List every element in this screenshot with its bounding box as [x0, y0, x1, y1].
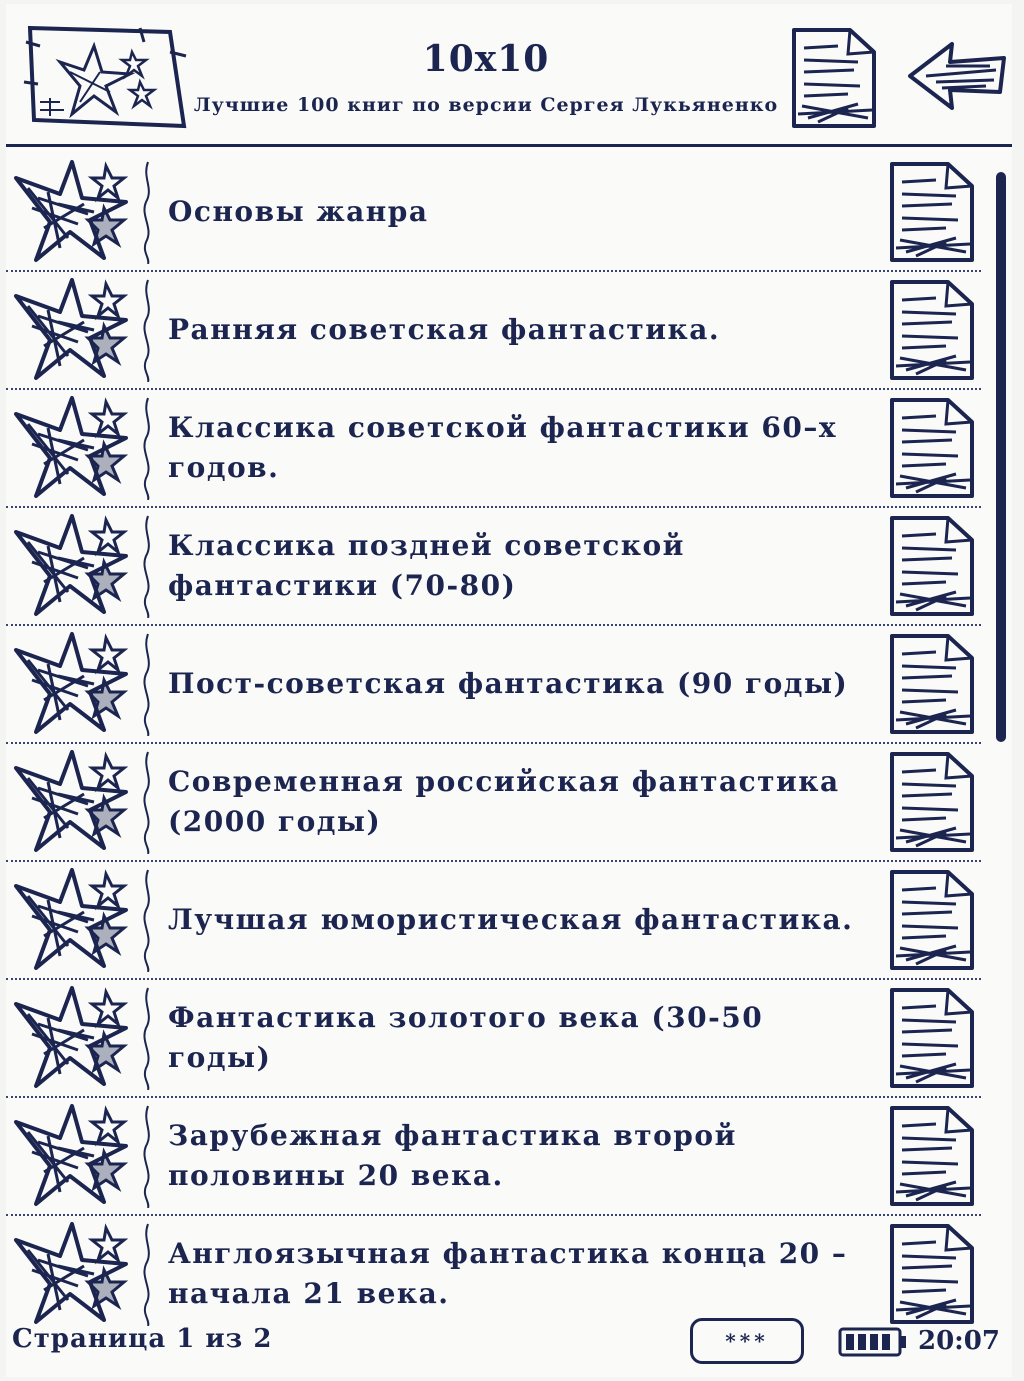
list-item[interactable] — [6, 272, 981, 390]
back-arrow-icon[interactable] — [906, 40, 1008, 112]
page-indicator: Страница 1 из 2 — [12, 1324, 273, 1354]
stars-icon — [8, 984, 158, 1090]
document-icon[interactable] — [886, 986, 976, 1090]
list-item-label: Зарубежная фантастика второй половины 20 века. — [168, 1119, 737, 1192]
list-item[interactable] — [6, 154, 981, 272]
stars-icon — [8, 276, 158, 382]
list-item[interactable] — [6, 744, 981, 862]
document-icon[interactable] — [886, 750, 976, 854]
list-item[interactable] — [6, 390, 981, 508]
list-item-label: Фантастика золотого века (30-50 годы) — [168, 1001, 764, 1074]
stars-icon — [8, 394, 158, 500]
list-item-label: Лучшая юмористическая фантастика. — [168, 903, 854, 936]
clock: 20:07 — [918, 1326, 1000, 1356]
list-item-label: Основы жанра — [168, 195, 429, 228]
stars-icon — [8, 512, 158, 618]
document-icon[interactable] — [886, 1104, 976, 1208]
list-item-label: Ранняя советская фантастика. — [168, 313, 721, 346]
stars-icon — [8, 866, 158, 972]
stars-icon — [8, 630, 158, 736]
document-icon[interactable] — [886, 278, 976, 382]
document-icon[interactable] — [886, 632, 976, 736]
menu-button[interactable]: *** — [690, 1318, 804, 1364]
footer — [6, 1304, 1012, 1377]
header — [6, 4, 1012, 147]
document-icon[interactable] — [886, 396, 976, 500]
page-subtitle: Лучшие 100 книг по версии Сергея Лукьяненко — [193, 94, 779, 116]
page-title: 10x10 — [422, 38, 550, 80]
category-list — [6, 154, 981, 1332]
list-item[interactable] — [6, 508, 981, 626]
list-item-label: Классика советской фантастики 60–х годов. — [168, 411, 838, 484]
stars-icon — [8, 748, 158, 854]
stars-icon — [8, 158, 158, 264]
list-item[interactable] — [6, 626, 981, 744]
list-item-label: Пост-советская фантастика (90 годы) — [168, 667, 849, 700]
list-item-label: Современная российская фантастика (2000 годы) — [168, 765, 840, 838]
screen — [6, 4, 1012, 1377]
document-icon[interactable] — [886, 868, 976, 972]
document-icon[interactable] — [788, 24, 878, 132]
document-icon[interactable] — [886, 514, 976, 618]
list-item-label: Классика поздней советской фантастики (70-80) — [168, 529, 685, 602]
list-item[interactable] — [6, 1098, 981, 1216]
battery-icon — [838, 1326, 908, 1358]
stars-icon — [8, 1102, 158, 1208]
star-map-icon[interactable] — [20, 22, 190, 132]
scrollbar[interactable] — [996, 172, 1006, 742]
list-item[interactable] — [6, 980, 981, 1098]
list-item[interactable] — [6, 862, 981, 980]
list-item-label: Англоязычная фантастика конца 20 – начала 21 века. — [168, 1237, 848, 1310]
document-icon[interactable] — [886, 160, 976, 264]
